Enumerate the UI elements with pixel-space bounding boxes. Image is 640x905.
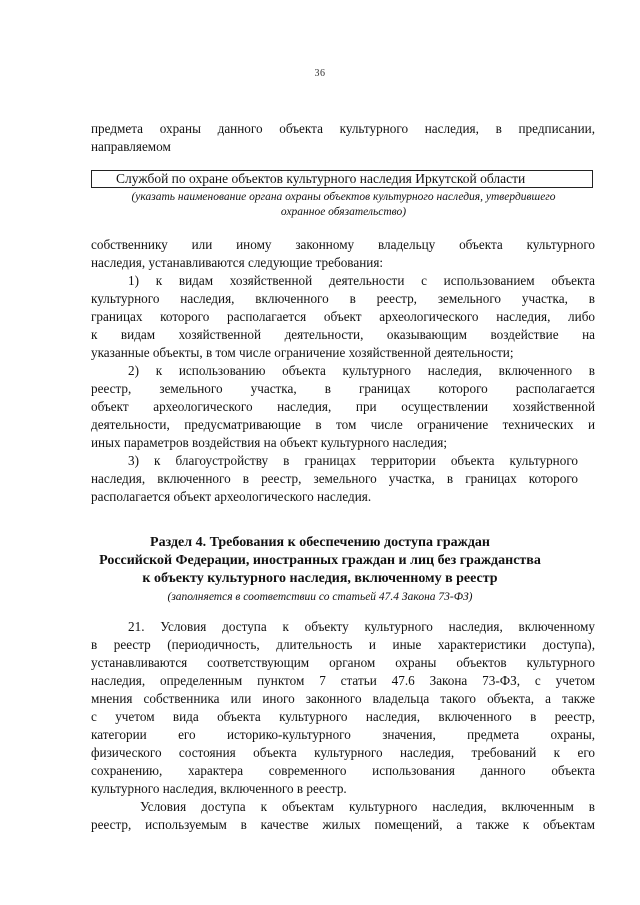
text-line: реестр, земельного участка, в границах которого располагается [91, 381, 595, 396]
section-hint: (заполняется в соответствии со статьей 47.4 Закона 73-ФЗ) [167, 591, 473, 603]
list-item: 2) к использованию объекта культурного наследия, включенного в [128, 363, 595, 378]
list-item: 1) к видам хозяйственной деятельности с использованием объекта [128, 273, 595, 288]
text-line: наследия, включенного в реестр, земельного участка, в границах которого [91, 471, 578, 486]
text-line: реестр, используемым в качестве жилых помещений, а также к объектам [91, 817, 595, 832]
text-line: к видам хозяйственной деятельности, оказывающим воздействие на [91, 327, 595, 342]
text-line: иных параметров воздействия на объект культурного наследия; [91, 435, 448, 450]
text-line: физического состояния объекта культурного наследия, требований к его [91, 745, 595, 760]
field-hint: охранное обязательство) [280, 206, 407, 218]
list-item: 3) к благоустройству в границах территории объекта культурного [128, 453, 578, 468]
text-line: категории его историко-культурного значения, предмета охраны, [91, 727, 595, 742]
text-line: наследия, определенным пунктом 7 статьи 47.6 Закона 73-ФЗ, с учетом [91, 673, 595, 688]
page-number: 36 [314, 68, 326, 79]
authority-field: Службой по охране объектов культурного наследия Иркутской области [91, 170, 593, 188]
text-line: в реестр (периодичность, длительность и иные характеристики доступа), [91, 637, 595, 652]
text-line: с учетом вида объекта культурного наследия, включенного в реестр, [91, 709, 595, 724]
text-line: наследия, устанавливаются следующие требования: [91, 255, 384, 270]
section-heading: Раздел 4. Требования к обеспечению доступа граждан [150, 535, 490, 550]
text-line: мнения собственника или иного законного владельца такого объекта, а также [91, 691, 595, 706]
text-line: сохранению, характера современного использования данного объекта [91, 763, 595, 778]
text-line: предмета охраны данного объекта культурного наследия, в предписании, [91, 121, 595, 136]
text-line: границах которого располагается объект археологического наследия, либо [91, 309, 595, 324]
text-line: указанные объекты, в том числе ограничение хозяйственной деятельности; [91, 345, 514, 360]
text-line: располагается объект археологического наследия. [91, 489, 372, 504]
text-line: объект археологического наследия, при осуществлении хозяйственной [91, 399, 595, 414]
text-line: устанавливаются соответствующим органом охраны объектов культурного [91, 655, 595, 670]
text-line: собственнику или иному законному владельцу объекта культурного [91, 237, 595, 252]
section-heading: Российской Федерации, иностранных граждан и лиц без гражданства [99, 553, 541, 568]
text-line: деятельности, предусматривающие в том числе ограничение технических и [91, 417, 595, 432]
text-line: Условия доступа к объектам культурного наследия, включенным в [140, 799, 595, 814]
text-line: направляемом [91, 139, 171, 154]
text-line: культурного наследия, включенного в реестр, земельного участка, в [91, 291, 595, 306]
text-line: культурного наследия, включенного в реестр. [91, 781, 347, 796]
section-heading: к объекту культурного наследия, включенному в реестр [142, 571, 498, 586]
text-line: 21. Условия доступа к объекту культурного наследия, включенному [128, 619, 595, 634]
field-hint: (указать наименование органа охраны объектов культурного наследия, утвердившего [131, 191, 556, 203]
